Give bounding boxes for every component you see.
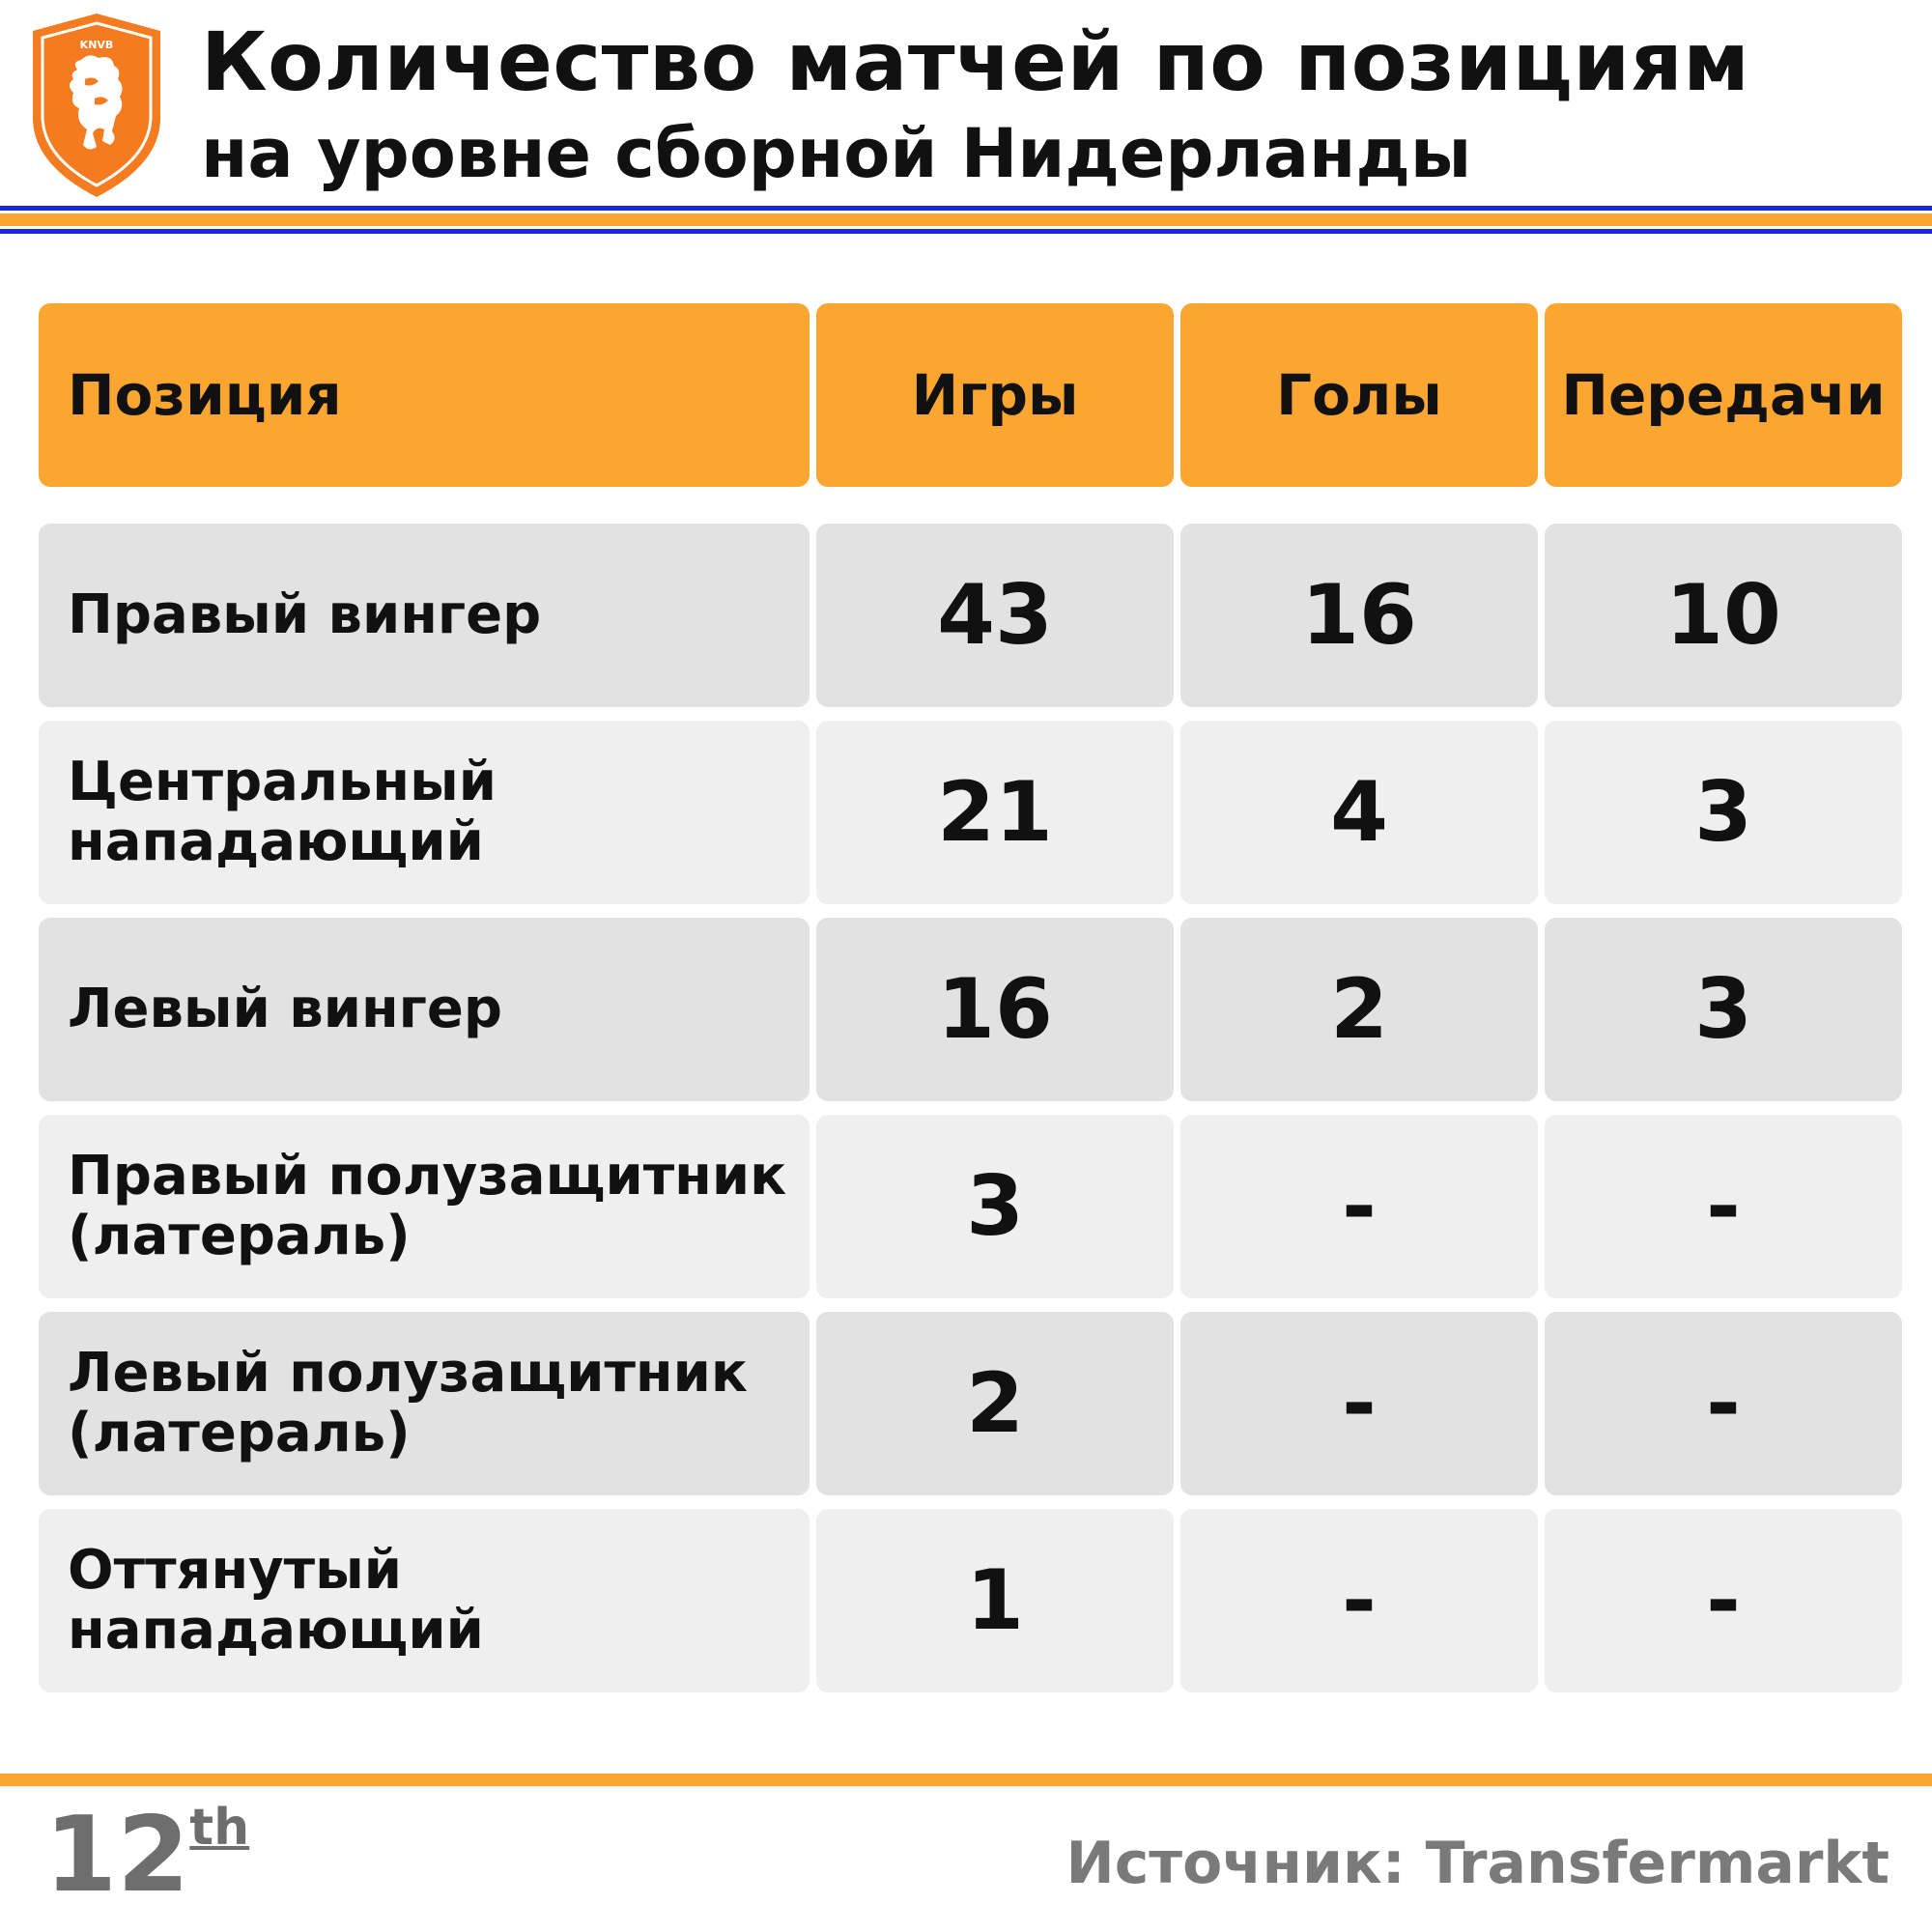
table-row bbox=[39, 721, 1903, 904]
position-label: Оттянутый нападающий bbox=[68, 1539, 484, 1662]
position-cell bbox=[39, 918, 810, 1101]
games-cell bbox=[816, 721, 1174, 904]
position-label: Левый вингер bbox=[68, 978, 502, 1040]
header-cell-position bbox=[39, 303, 810, 487]
position-cell bbox=[39, 721, 810, 904]
position-label: Правый полузащитник bbox=[68, 1145, 787, 1208]
assists-cell bbox=[1545, 1115, 1902, 1298]
position-label: Правый вингер bbox=[68, 583, 542, 646]
position-label-line2: (латераль) bbox=[68, 1402, 411, 1464]
games-cell bbox=[816, 918, 1174, 1101]
games-value: 2 bbox=[966, 1355, 1024, 1452]
position-cell bbox=[39, 524, 810, 707]
brand-logo bbox=[44, 1795, 250, 1916]
table-row bbox=[39, 1312, 1903, 1495]
games-cell bbox=[816, 524, 1174, 707]
goals-value: - bbox=[1342, 1355, 1377, 1452]
games-cell bbox=[816, 1115, 1174, 1298]
games-value: 16 bbox=[937, 961, 1053, 1058]
position-label: Левый полузащитник bbox=[68, 1342, 748, 1405]
games-cell bbox=[816, 1509, 1174, 1692]
assists-cell bbox=[1545, 1312, 1902, 1495]
header-label-position: Позиция bbox=[68, 362, 342, 428]
games-value: 43 bbox=[937, 567, 1053, 664]
knvb-logo bbox=[25, 12, 168, 201]
position-label-line2: нападающий bbox=[68, 810, 484, 873]
source-credit: Источник: Transfermarkt bbox=[1065, 1830, 1889, 1897]
footer-divider bbox=[0, 1774, 1932, 1786]
assists-value: - bbox=[1706, 1552, 1741, 1649]
goals-cell bbox=[1180, 1312, 1538, 1495]
goals-value: 2 bbox=[1330, 961, 1388, 1058]
table-header-row bbox=[39, 303, 1903, 487]
position-label: Центральный bbox=[68, 751, 497, 813]
stats-table bbox=[39, 303, 1903, 1706]
header-divider bbox=[0, 206, 1932, 233]
assists-cell bbox=[1545, 1509, 1902, 1692]
table-row bbox=[39, 1509, 1903, 1692]
position-cell bbox=[39, 1509, 810, 1692]
assists-value: 10 bbox=[1665, 567, 1781, 664]
assists-cell bbox=[1545, 524, 1902, 707]
page-title: Количество матчей по позициям bbox=[201, 14, 1750, 109]
goals-cell bbox=[1180, 1115, 1538, 1298]
header-cell-goals bbox=[1180, 303, 1538, 487]
position-cell bbox=[39, 1115, 810, 1298]
brand-number: 12 bbox=[44, 1795, 190, 1916]
goals-cell bbox=[1180, 721, 1538, 904]
assists-value: - bbox=[1706, 1158, 1741, 1255]
goals-cell bbox=[1180, 1509, 1538, 1692]
header-cell-assists bbox=[1545, 303, 1902, 487]
assists-cell bbox=[1545, 918, 1902, 1101]
assists-value: 3 bbox=[1694, 961, 1752, 1058]
goals-value: - bbox=[1342, 1552, 1377, 1649]
games-value: 1 bbox=[966, 1552, 1024, 1649]
games-value: 3 bbox=[966, 1158, 1024, 1255]
header-label-goals: Голы bbox=[1276, 362, 1442, 428]
table-row bbox=[39, 918, 1903, 1101]
goals-value: - bbox=[1342, 1158, 1377, 1255]
goals-value: 16 bbox=[1301, 567, 1417, 664]
brand-suffix: th bbox=[189, 1799, 250, 1857]
page-subtitle: на уровне сборной Нидерланды bbox=[201, 114, 1472, 193]
header-label-assists: Передачи bbox=[1561, 362, 1886, 428]
position-label-line2: (латераль) bbox=[68, 1205, 411, 1267]
games-value: 21 bbox=[937, 764, 1053, 861]
table-row bbox=[39, 524, 1903, 707]
assists-cell bbox=[1545, 721, 1902, 904]
assists-value: 3 bbox=[1694, 764, 1752, 861]
games-cell bbox=[816, 1312, 1174, 1495]
assists-value: - bbox=[1706, 1355, 1741, 1452]
goals-cell bbox=[1180, 918, 1538, 1101]
position-cell bbox=[39, 1312, 810, 1495]
logo-text: KNVB bbox=[79, 39, 114, 51]
goals-cell bbox=[1180, 524, 1538, 707]
header-cell-games bbox=[816, 303, 1174, 487]
goals-value: 4 bbox=[1330, 764, 1388, 861]
header-label-games: Игры bbox=[911, 362, 1079, 428]
table-row bbox=[39, 1115, 1903, 1298]
